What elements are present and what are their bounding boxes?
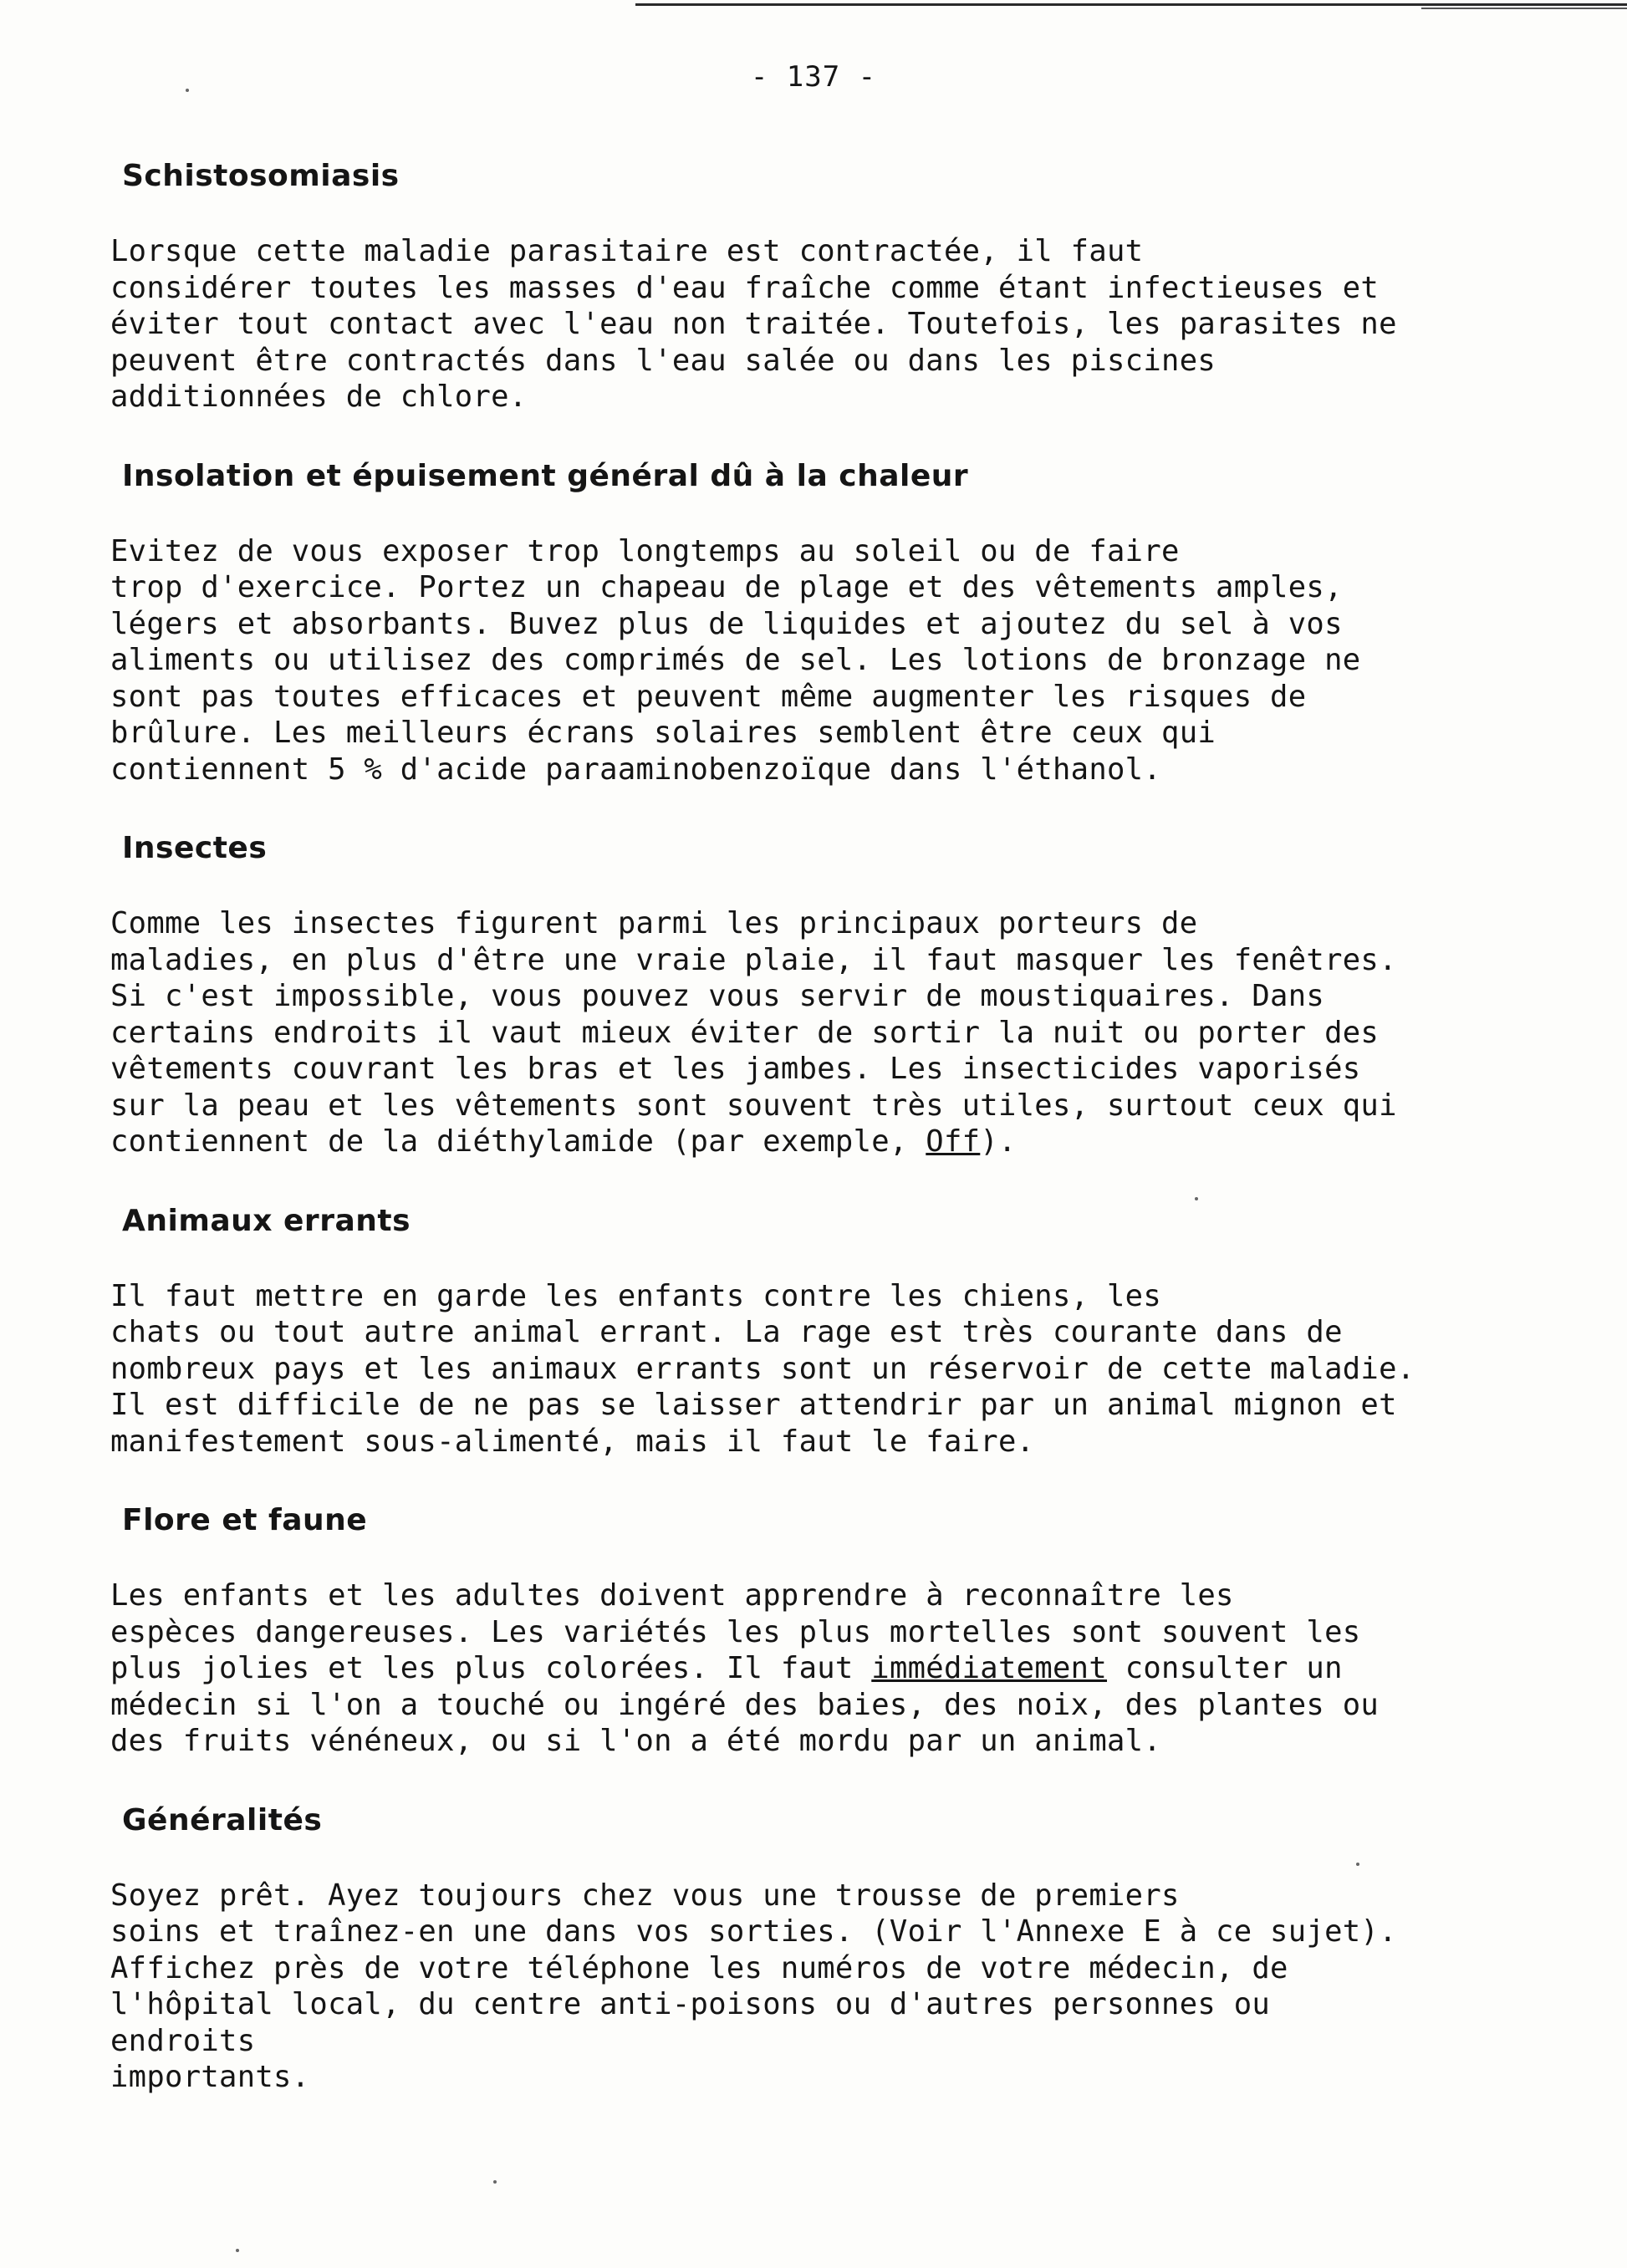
scan-speck — [493, 2180, 497, 2184]
scan-speck — [236, 2249, 239, 2252]
section-heading: Animaux errants — [122, 1203, 411, 1238]
underlined-text: Off — [926, 1124, 981, 1159]
section-paragraph: Lorsque cette maladie parasitaire est contractée, il faut considérer toutes les masses d'eau fraîche comme étant infectieuses et éviter tout contact avec l'eau non traitée. Toutefois, les parasites ne peuvent être contractés dans l'eau salée ou dans les piscines additionnées de chlore. — [110, 234, 1397, 414]
scan-speck — [1356, 1863, 1359, 1866]
section-insectes — [110, 831, 1431, 1160]
paragraph-text: ). — [980, 1124, 1017, 1159]
page-number: - 137 - — [750, 60, 877, 94]
section-heading: Flore et faune — [122, 1503, 368, 1537]
paragraph-text: consulter un médecin si l'on a touché ou ingéré des baies, des noix, des plantes ou des fruits vénéneux, ou si l'on a été mordu par un animal. — [110, 1651, 1380, 1758]
section-heading: Schistosomiasis — [122, 159, 400, 193]
document-body — [110, 159, 1431, 2139]
underlined-text: immédiatement — [871, 1651, 1108, 1685]
section-paragraph: Il faut mettre en garde les enfants contre les chiens, les chats ou tout autre animal errant. La rage est très courante dans de nombreux pays et les animaux errants sont un réservoir de cette maladie. Il est difficile de ne pas se laisser attendrir par un animal mignon et manifestement sous-alimenté, mais il faut le faire. — [110, 1278, 1415, 1459]
section-flore-faune — [110, 1503, 1431, 1760]
section-schistosomiasis — [110, 159, 1431, 415]
section-paragraph — [110, 905, 1431, 1160]
scan-speck — [1195, 1197, 1198, 1200]
scan-speck — [186, 89, 189, 92]
paragraph-text: Les enfants et les adultes doivent apprendre à reconnaître les espèces dangereuses. Les variétés les plus mortelles sont souvent les plus jolies et les plus colorées. Il faut — [110, 1578, 1361, 1685]
top-rule-secondary — [1421, 8, 1627, 9]
section-generalites — [110, 1803, 1431, 2096]
section-heading: Insectes — [122, 831, 268, 865]
section-paragraph: Evitez de vous exposer trop longtemps au soleil ou de faire trop d'exercice. Portez un chapeau de plage et des vêtements amples, légers et absorbants. Buvez plus de liquides et ajoutez du sel à vos aliments ou utilisez des comprimés de sel. Les lotions de bronzage ne sont pas toutes efficaces et peuvent même augmenter les risques de brûlure. Les meilleurs écrans solaires semblent être ceux qui contiennent 5 % d'acide paraaminobenzoïque dans l'éthanol. — [110, 533, 1361, 787]
section-heading: Généralités — [122, 1802, 323, 1837]
section-paragraph — [110, 1577, 1431, 1760]
section-heading: Insolation et épuisement général dû à la chaleur — [122, 458, 969, 493]
top-rule — [635, 3, 1627, 6]
section-paragraph: Soyez prêt. Ayez toujours chez vous une trousse de premiers soins et traînez-en une dans vos sorties. (Voir l'Annexe E à ce sujet). Affichez près de votre téléphone les numéros de votre médecin, de l'hôpital local, du centre anti-poisons ou d'autres personnes ou endroits importants. — [110, 1878, 1397, 2094]
paragraph-text: Comme les insectes figurent parmi les principaux porteurs de maladies, en plus d'être une vraie plaie, il faut masquer les fenêtres. Si c'est impossible, vous pouvez vous servir de moustiquaires. Dans certains endroits il vaut mieux éviter de sortir la nuit ou porter des vêtements couvrant les bras et les jambes. Les insecticides vaporisés sur la peau et les vêtements sont souvent très utiles, surtout ceux qui contiennent de la diéthylamide (par exemple, — [110, 906, 1397, 1159]
section-insolation — [110, 459, 1431, 788]
section-animaux-errants — [110, 1204, 1431, 1460]
